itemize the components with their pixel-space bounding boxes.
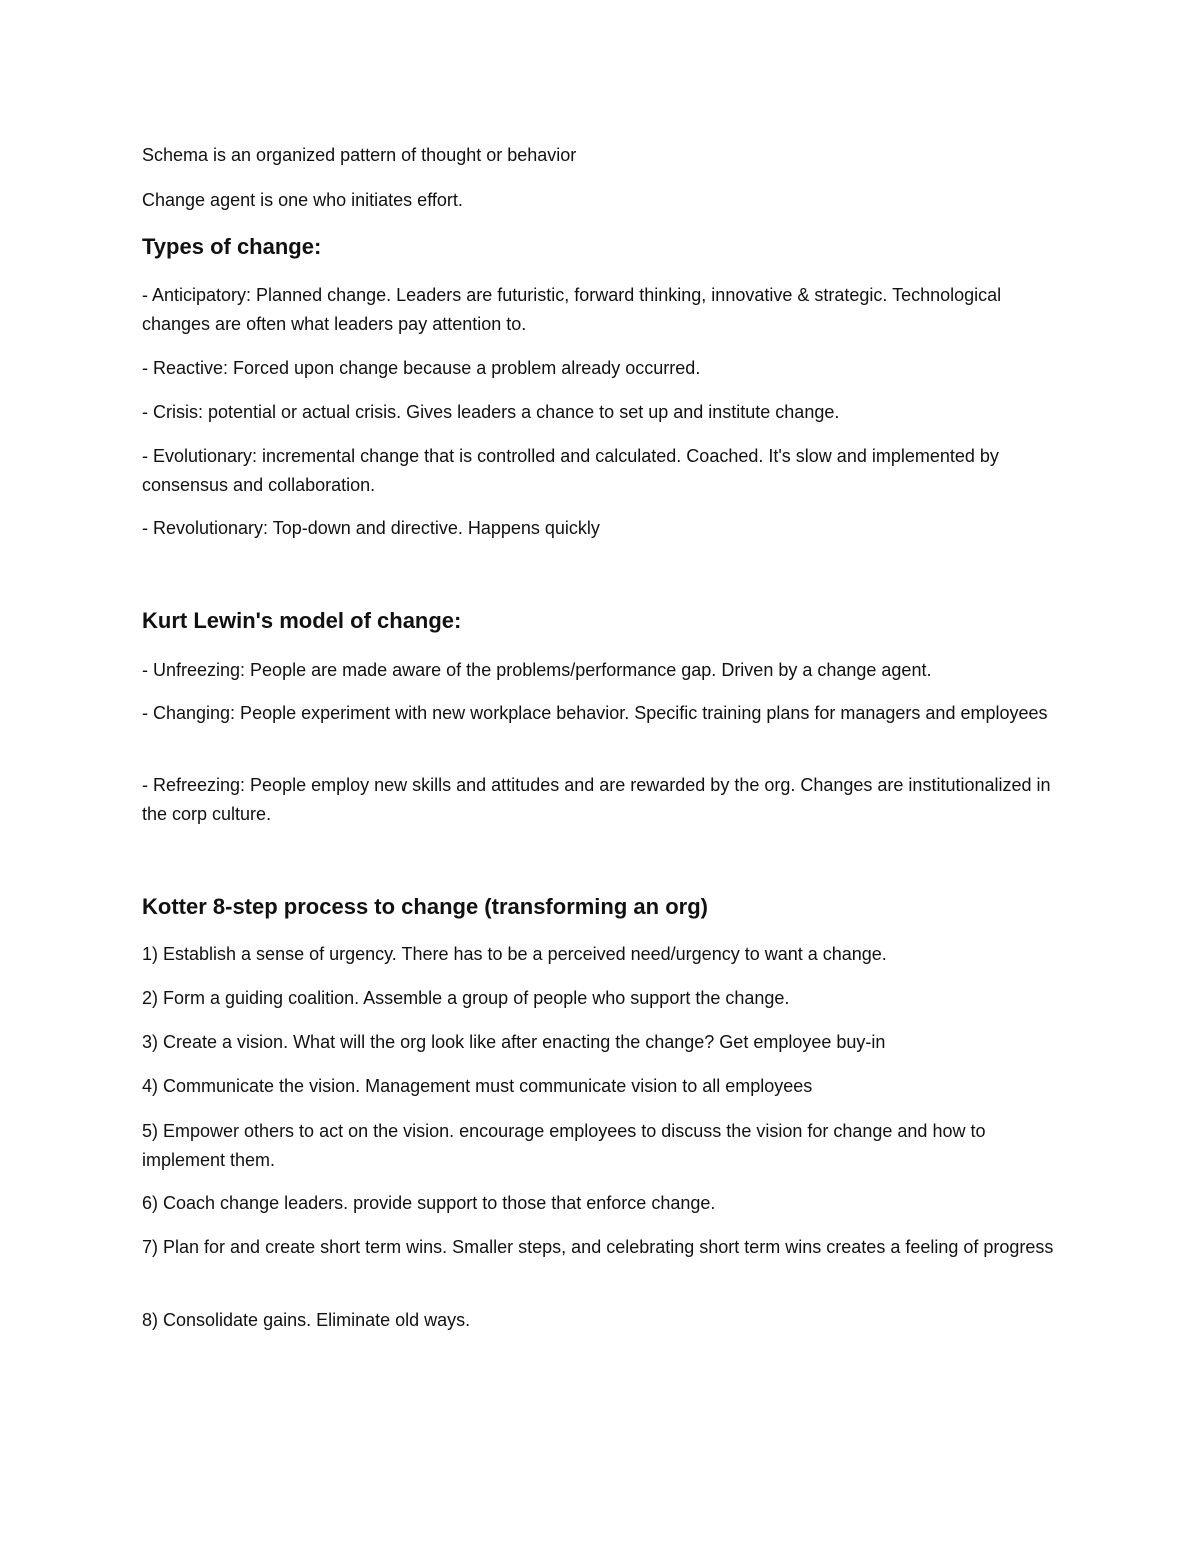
unfreezing-item: - Unfreezing: People are made aware of the problems/performance gap. Driven by a change agent. (142, 660, 932, 680)
crisis-item: - Crisis: potential or actual crisis. Gives leaders a chance to set up and institute change. (142, 402, 840, 422)
change-agent-definition: Change agent is one who initiates effort. (142, 190, 463, 210)
kotter-step-8: 8) Consolidate gains. Eliminate old ways. (142, 1310, 471, 1330)
changing-item: - Changing: People experiment with new workplace behavior. Specific training plans for managers and employees (142, 703, 1048, 723)
kotter-step-1: 1) Establish a sense of urgency. There has to be a perceived need/urgency to want a change. (142, 944, 887, 964)
revolutionary-item: - Revolutionary: Top-down and directive. Happens quickly (142, 518, 600, 538)
schema-definition: Schema is an organized pattern of thought or behavior (142, 145, 577, 165)
types-of-change-heading: Types of change: (142, 234, 322, 259)
kotter-heading: Kotter 8-step process to change (transforming an org) (142, 894, 708, 919)
lewin-heading: Kurt Lewin's model of change: (142, 608, 462, 633)
evolutionary-item: - Evolutionary: incremental change that is controlled and calculated. Coached. It's slow and implemented by consensus and collaboration. (142, 446, 999, 495)
refreezing-item: - Refreezing: People employ new skills and attitudes and are rewarded by the org. Changes are institutionalized in the corp culture. (142, 775, 1051, 824)
kotter-step-2: 2) Form a guiding coalition. Assemble a group of people who support the change. (142, 988, 790, 1008)
kotter-step-7: 7) Plan for and create short term wins. Smaller steps, and celebrating short term wins creates a feeling of progress (142, 1237, 1054, 1257)
kotter-step-3: 3) Create a vision. What will the org look like after enacting the change? Get employee buy-in (142, 1032, 886, 1052)
kotter-step-4: 4) Communicate the vision. Management must communicate vision to all employees (142, 1076, 813, 1096)
kotter-step-5: 5) Empower others to act on the vision. encourage employees to discuss the vision for change and how to implement them. (142, 1121, 986, 1170)
reactive-item: - Reactive: Forced upon change because a problem already occurred. (142, 358, 701, 378)
kotter-step-6: 6) Coach change leaders. provide support to those that enforce change. (142, 1193, 716, 1213)
anticipatory-item: - Anticipatory: Planned change. Leaders are futuristic, forward thinking, innovative & strategic. Technological changes are often what leaders pay attention to. (142, 285, 1002, 334)
